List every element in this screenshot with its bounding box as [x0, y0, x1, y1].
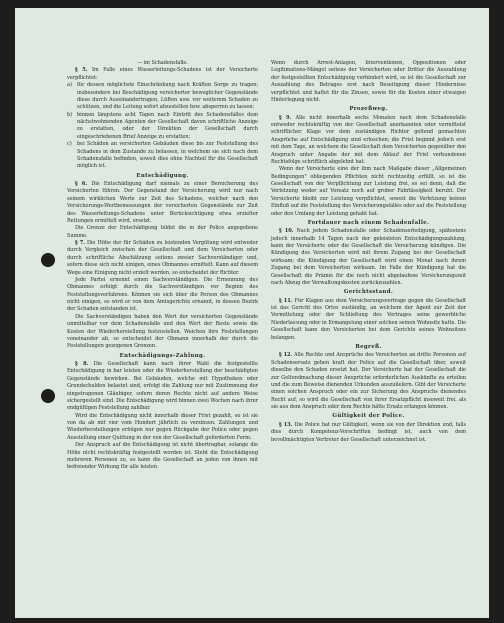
paragraph-text: Alle Rechte und Ansprüche des Versicherten an dritte Personen auf Schadensersatz gehen kraft der Police auf die Gesellschaft über, soweit dieselbe den Schaden ersetzt hat. Der Versicherte hat der Gesellschaft die zur Geltendmachung dieser Ansprüche erforderlichen Auskünfte zu erteilen und die zum Beweise dienenden Urkunden auszuliefern. Gibt der Versicherte einen solchen Anspruch oder ein zur Sicherung des Anspruchs dienendes Recht auf, so wird die Gesellschaft von ihrer Ersatzpflicht insoweit frei, als sie aus dem Anspruch oder dem Rechte hätte Ersatz erlangen können. [271, 352, 466, 410]
paragraph-text: Wird die Entschädigung nicht innerhalb dieser Frist gezahlt, so ist sie von da ab mit vier vom Hundert jährlich zu verzinsen. Zahlungen und Wiederherstellungen erfolgen nur gegen Rückgabe der Police oder gegen Ausstellung einer Quittung in der von der Gesellschaft geforderten Form. [67, 412, 258, 441]
section-number: § 7. [75, 240, 85, 247]
paragraph [67, 67, 258, 82]
paragraph [67, 60, 258, 67]
paragraph [67, 141, 258, 171]
document-page [15, 8, 489, 618]
paragraph [271, 228, 466, 287]
paragraph [67, 442, 258, 472]
paragraph-text: Die Grenze der Entschädigung bildet die in der Police angegebene Summe. [67, 225, 258, 239]
item-marker: a) [67, 82, 72, 89]
section-number: § 9. [279, 114, 292, 121]
paragraph-text: Die Sachverständigen haben den Wert der versicherten Gegenstände unmittelbar vor dem Schadensfalle und den Wert der Reste sowie die Kosten der Wiederherstellung festzustellen. Weichen ihre Feststellungen voneinander ab, so entscheidet der Obmann innerhalb der durch die Feststellungen gezogenen Grenzen. [67, 313, 258, 350]
paragraph-text: — im Schadensfalle. [137, 60, 188, 66]
section-heading: Prozeßweg. [349, 106, 388, 113]
paragraph-text: für dessen möglichste Einschränkung nach Kräften Sorge zu tragen; insbesondere bei Beschädigung versicherter beweglicher Gegenstände diese durch Auseinandertragen, Lüften usw. vor weiterem Schaden zu schützen, und die Leitung sofort abzustellen bzw. absperren zu lassen; [77, 82, 258, 111]
paragraph [67, 181, 258, 225]
punch-hole-top [41, 253, 55, 267]
section-number: § 8. [75, 361, 89, 368]
paragraph-text: Der Anspruch auf die Entschädigung ist nicht übertragbar, solange die Höhe nicht rechtskräftig festgestellt worden ist. Steht die Entschädigung mehreren Personen zu, so kann die Gesellschaft an jeden von ihnen mit befreiender Wirkung für alle leisten. [67, 442, 258, 471]
paragraph-text: Die Höhe der für Schäden zu leistenden Vergütung wird entweder durch Vergleich zwischen der Gesellschaft und dem Versicherten oder durch schriftliche Abschätzung seitens zweier Sachverständiger und, sofern diese sich nicht einigen, eines Obmannes ermittelt. Kann auf diesem Wege eine Einigung nicht erzielt werden, so entscheidet der Richter. [67, 240, 258, 276]
paragraph [67, 240, 258, 277]
paragraph [67, 314, 258, 351]
section-number: § 11. [279, 297, 293, 304]
paragraph-text: Wenn der Versicherte eine der ihm nach Maßgabe dieser „Allgemeinen Bedingungen" obliegenden Pflichten nicht rechtzeitig erfüllt, so ist die Gesellschaft von der Verpflichtung zur Leistung frei, es sei denn, daß die Verletzung weder auf Vorsatz noch auf grober Fahrlässigkeit beruht. Der Versicherte bleibt zur Leistung verpflichtet, soweit die Verletzung keinen Einfluß auf die Feststellung des Versicherungsfalles oder auf die Feststellung oder den Umfang der Leistung gehabt hat. [271, 166, 466, 217]
paragraph [67, 225, 258, 240]
paragraph-text: Im Falle eines Wasserleitungs-Schadens ist der Versicherte verpflichtet: [67, 67, 258, 81]
section-number: § 6. [75, 181, 88, 188]
item-marker: b) [67, 111, 73, 118]
paragraph-text: Für Klagen aus dem Versicherungsvertrage gegen die Gesellschaft ist das Gericht des Ortes zuständig, an welchem der Agent zur Zeit der Vermittelung oder der Schließung des Vertrages seine gewerbliche Niederlassung oder in Ermangelung einer solchen seinen Wohnsitz hatte. Die Gesellschaft kann den Versicherten bei dem Gerichte seines Wohnsitzes belangen. [271, 297, 466, 341]
paragraph [271, 352, 466, 411]
paragraph-text: Die Police hat nur Gültigkeit, wenn sie von der Direktion und, falls dies durch Kompetenz-Vorschriften bedingt ist, auch von dem bevollmächtigten Vertreter der Gesellschaft unterzeichnet ist. [271, 421, 466, 443]
left-text-column [67, 60, 258, 472]
section-heading: Entschädigung. [136, 172, 189, 179]
section-number: § 10. [279, 228, 294, 235]
paragraph [271, 60, 466, 104]
paragraph-text: Wenn durch Arrest-Anlagen, Interventionen, Oppositionen oder Legitimations-Mängel seitens der Versicherten oder Dritter die Auszahlung der festgestellten Entschädigung verhindert wird, so ist die Gesellschaft zur Auszahlung des Betrages erst nach Beseitigung dieser Hindernisse verpflichtet und haftet für die Zinsen, sowie für die Kosten einer etwaigen Hinterlegung nicht. [271, 60, 466, 103]
paragraph-text: binnen längstens acht Tagen nach Eintritt des Schadensfalles dem nächstwohnenden Agenten der Gesellschaft davon schriftliche Anzeige zu erstatten, oder der Direktion der Gesellschaft durch eingeschriebenen Brief Anzeige zu erstatten; [77, 111, 258, 140]
paragraph [271, 298, 466, 342]
section-heading: Gerichtsstand. [343, 289, 394, 296]
paragraph [67, 361, 258, 413]
paragraph [67, 82, 258, 112]
paragraph [67, 277, 258, 314]
right-text-column [271, 60, 466, 444]
section-number: § 5. [75, 67, 88, 74]
section-number: § 13. [279, 421, 293, 428]
paragraph-text: bei Schäden an versicherten Gebäuden diese bis zur Feststellung des Schadens in dem Zustande zu belassen, in welchem sie sich nach dem Schadensfalle befinden, soweit dies ohne Nachteil für die Gesellschaft möglich ist. [77, 141, 258, 170]
paragraph [67, 413, 258, 443]
paragraph [271, 422, 466, 444]
item-marker: c) [67, 141, 72, 148]
paragraph-text: Jede Partei ernennt einen Sachverständigen. Die Ernennung des Obmannes erfolgt durch die Sachverständigen vor Beginn des Feststellungsverfahrens. Können sie sich über die Person des Obmannes nicht einigen, so wird er von dem Amtsgerichte ernannt, in dessen Bezirk der Schaden entstanden ist. [67, 276, 258, 313]
section-heading: Fortdauer nach einem Schadenfalle. [307, 219, 430, 226]
paragraph-text: Alle nicht innerhalb sechs Monaten nach dem Schadensfalle entweder rechtskräftig von der Gesellschaft anerkannten oder vermittelst schriftlicher Klage vor dem zuständigen Richter geltend gemachten Ansprüche auf Entschädigung sind erloschen; die Frist beginnt jedoch erst mit dem Tage, an welchem die Gesellschaft dem Versicherten gegenüber den Anspruch unter Angabe der mit dem Ablauf der Frist verbundenen Rechtsfolge schriftlich abgelehnt hat. [271, 114, 466, 165]
paragraph [67, 112, 258, 142]
paragraph-text: Die Gesellschaft kann nach ihrer Wahl die festgestellte Entschädigung in bar leisten oder die Wiederherstellung der beschädigten Gegenstände bewirken. Bei Gebäuden, welche mit Hypotheken oder Grundschulden belastet sind, erfolgt die Zahlung nur mit Zustimmung der eingetragenen Gläubiger, sofern deren Rechte nicht auf andere Weise sichergestellt sind. Die Entschädigung wird binnen zwei Wochen nach ihrer endgültigen Feststellung zahlbar. [67, 361, 258, 412]
section-number: § 12. [279, 352, 293, 359]
punch-hole-bottom [41, 389, 55, 403]
section-heading: Regreß. [355, 343, 382, 350]
paragraph-text: Die Entschädigung darf niemals zu einer Bereicherung des Versicherten führen. Der Gegenstand der Versicherung wird nur nach seinem wirklichen Werte zur Zeit des Schadens, welcher nach den Versicherungs-Wertbemessungen der versicherten Gegenstände zur Zeit des Wasserleitungs-Schadens unter Berücksichtigung etwa erzielter Rettungen ermittelt wird, ersetzt. [67, 181, 258, 224]
paragraph-text: Nach jedem Schadensfalle oder Schadenserledigung, spätestens jedoch innerhalb 14 Tagen nach der geleisteten Entschädigungszahlung, kann der Versicherte oder die Gesellschaft die Versicherung kündigen. Die Kündigung des Versicherten wird mit ihrem Zugang bei der Gesellschaft wirksam; die Kündigung der Gesellschaft wird einen Monat nach ihrem Zugang bei dem Versicherten wirksam. Im Falle der Kündigung hat die Gesellschaft die Prämie für die noch nicht abgelaufene Versicherungszeit nach Abzug der Verwaltungskosten zurückzuzahlen. [271, 228, 466, 286]
paragraph [271, 115, 466, 167]
section-heading: Entschädigungs-Zahlung. [119, 352, 206, 359]
section-heading: Gültigkeit der Police. [332, 413, 405, 420]
paragraph [271, 166, 466, 218]
